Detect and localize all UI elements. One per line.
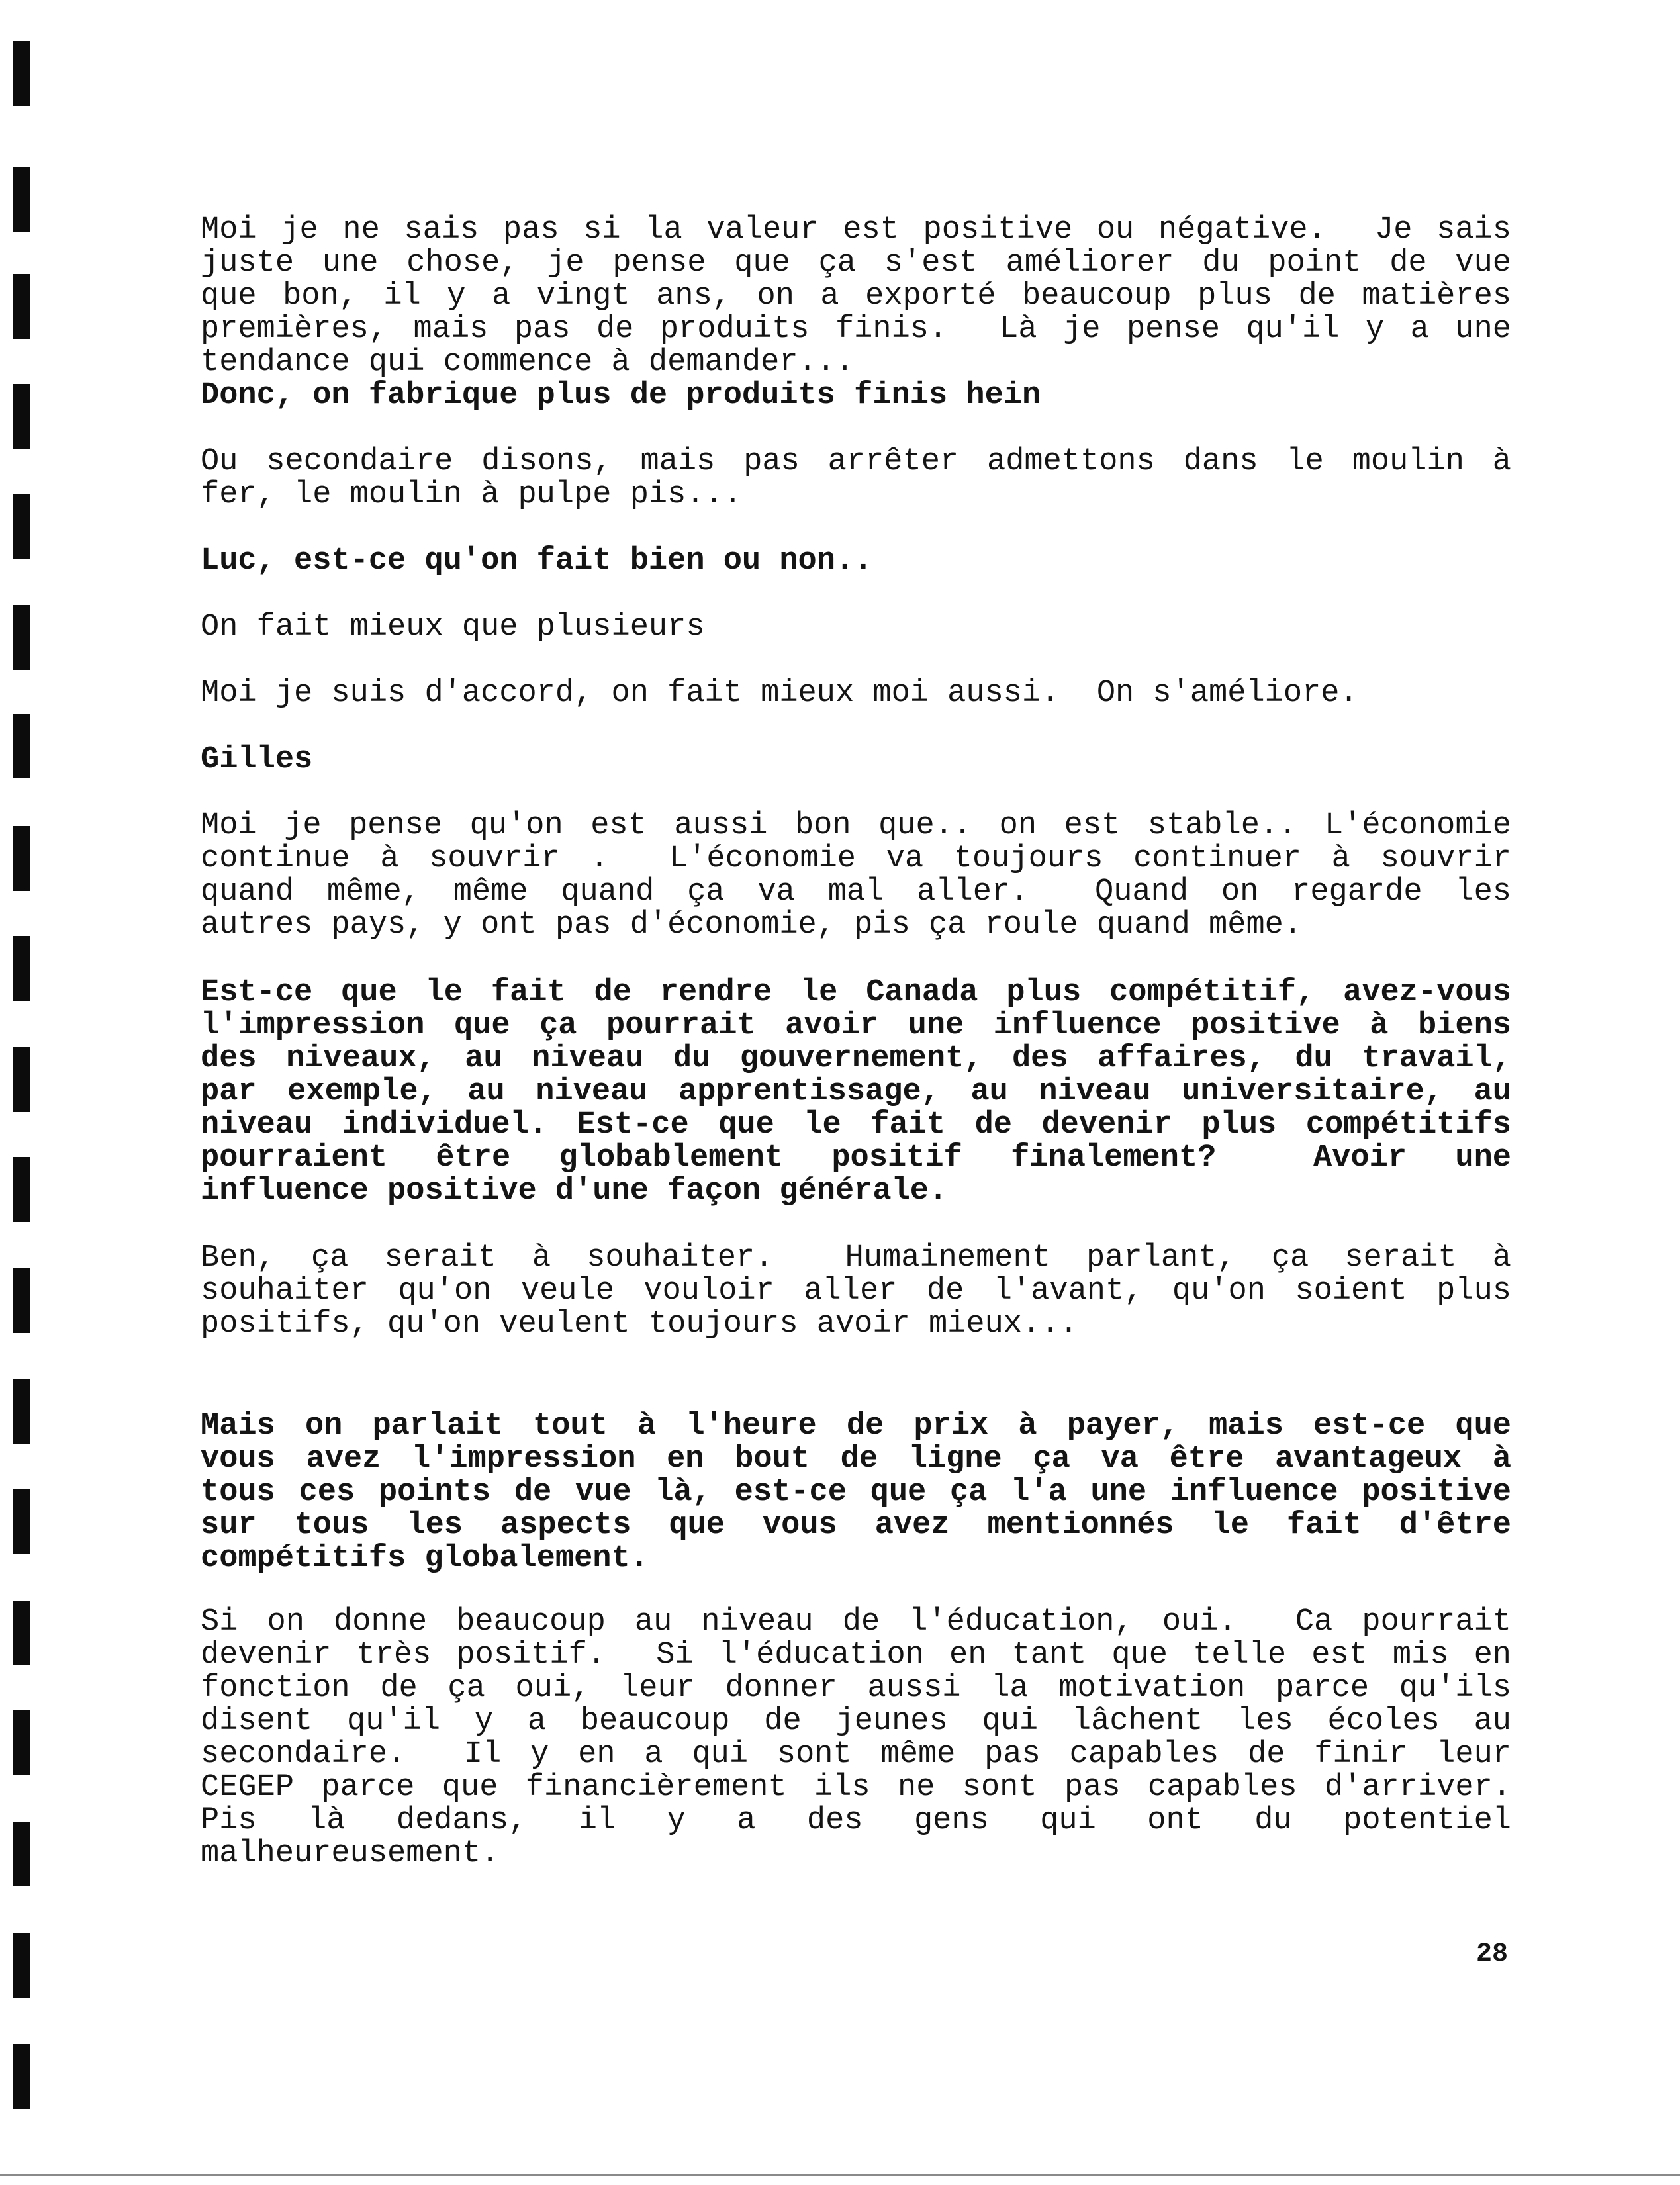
interviewer-question [201, 976, 1511, 1208]
text-line: Est-ce que le fait de rendre le Canada plus compétitif, avez-vous [201, 975, 1511, 1010]
text-line: vous avez l'impression en bout de ligne ça va être avantageux à [201, 1442, 1511, 1477]
interviewer-question [201, 1410, 1511, 1575]
text-line: des niveaux, au niveau du gouvernement, des affaires, du travail, [201, 1041, 1511, 1076]
binding-mark [13, 494, 30, 559]
text-line: Pis là dedans, il y a des gens qui ont du potentiel [201, 1803, 1511, 1838]
text-line: Luc, est-ce qu'on fait bien ou non.. [201, 543, 873, 579]
text-line: Mais on parlait tout à l'heure de prix à payer, mais est-ce que [201, 1409, 1511, 1444]
interviewer-question [201, 545, 1511, 578]
binding-mark [13, 605, 30, 670]
binding-mark [13, 1489, 30, 1554]
text-line: que bon, il y a vingt ans, on a exporté beaucoup plus de matières [201, 279, 1511, 314]
transcript-paragraph [201, 677, 1511, 710]
bottom-edge-rule [0, 2174, 1680, 2176]
binding-mark [13, 1601, 30, 1665]
text-line: positifs, qu'on veulent toujours avoir mieux... [201, 1307, 1078, 1342]
text-line: fonction de ça oui, leur donner aussi la motivation parce qu'ils [201, 1671, 1511, 1706]
binding-mark [13, 826, 30, 891]
binding-mark [13, 167, 30, 232]
binding-mark [13, 41, 30, 106]
text-line: pourraient être globablement positif finalement? Avoir une [201, 1140, 1511, 1176]
binding-mark [13, 2044, 30, 2109]
text-line: continue à souvrir . L'économie va toujours continuer à souvrir [201, 841, 1511, 876]
text-line: Moi je ne sais pas si la valeur est positive ou négative. Je sais [201, 212, 1511, 248]
binding-mark [13, 1822, 30, 1886]
binding-marks [13, 41, 33, 2146]
text-line: malheureusement. [201, 1836, 500, 1871]
text-line: premières, mais pas de produits finis. Là je pense qu'il y a une [201, 312, 1511, 347]
transcript-paragraph [201, 214, 1511, 379]
text-line: Donc, on fabrique plus de produits finis hein [201, 378, 1041, 413]
text-line: autres pays, y ont pas d'économie, pis ça roule quand même. [201, 907, 1303, 943]
transcript-paragraph [201, 1606, 1511, 1871]
text-line: influence positive d'une façon générale. [201, 1174, 948, 1209]
text-line: juste une chose, je pense que ça s'est améliorer du point de vue [201, 246, 1511, 281]
binding-mark [13, 1157, 30, 1222]
binding-mark [13, 1047, 30, 1112]
binding-mark [13, 1268, 30, 1333]
transcript-paragraph [201, 1242, 1511, 1341]
text-line: disent qu'il y a beaucoup de jeunes qui lâchent les écoles au [201, 1704, 1511, 1739]
text-line: fer, le moulin à pulpe pis... [201, 477, 742, 512]
text-line: Si on donne beaucoup au niveau de l'éducation, oui. Ca pourrait [201, 1604, 1511, 1640]
text-line: On fait mieux que plusieurs [201, 610, 705, 645]
binding-mark [13, 1710, 30, 1775]
text-line: secondaire. Il y en a qui sont même pas capables de finir leur [201, 1737, 1511, 1772]
speaker-name [201, 743, 1511, 776]
binding-mark [13, 1933, 30, 1998]
binding-mark [13, 1379, 30, 1444]
text-line: tendance qui commence à demander... [201, 345, 855, 380]
text-line: souhaiter qu'on veule vouloir aller de l'avant, qu'on soient plus [201, 1274, 1511, 1309]
text-line: Ou secondaire disons, mais pas arrêter admettons dans le moulin à [201, 444, 1511, 479]
binding-mark [13, 384, 30, 449]
binding-mark [13, 714, 30, 778]
text-line: niveau individuel. Est-ce que le fait de devenir plus compétitifs [201, 1107, 1511, 1142]
text-line: Moi je pense qu'on est aussi bon que.. on est stable.. L'économie [201, 808, 1511, 843]
text-line: compétitifs globalement. [201, 1541, 649, 1576]
text-line: par exemple, au niveau apprentissage, au niveau universitaire, au [201, 1074, 1511, 1109]
binding-mark [13, 274, 30, 339]
text-line: Gilles [201, 742, 313, 777]
text-line: l'impression que ça pourrait avoir une influence positive à biens [201, 1008, 1511, 1043]
binding-mark [13, 936, 30, 1001]
transcript-paragraph [201, 445, 1511, 512]
text-line: Ben, ça serait à souhaiter. Humainement parlant, ça serait à [201, 1240, 1511, 1276]
transcript-paragraph [201, 810, 1511, 942]
text-line: tous ces points de vue là, est-ce que ça l'a une influence positive [201, 1475, 1511, 1510]
interviewer-question [201, 379, 1511, 412]
text-line: Moi je suis d'accord, on fait mieux moi aussi. On s'améliore. [201, 676, 1358, 711]
transcript-paragraph [201, 611, 1511, 644]
text-line: devenir très positif. Si l'éducation en tant que telle est mis en [201, 1638, 1511, 1673]
page-number: 28 [1475, 1939, 1508, 1969]
text-line: sur tous les aspects que vous avez mentionnés le fait d'être [201, 1508, 1511, 1543]
text-line: CEGEP parce que financièrement ils ne sont pas capables d'arriver. [201, 1770, 1511, 1805]
text-line: quand même, même quand ça va mal aller. Quand on regarde les [201, 874, 1511, 909]
